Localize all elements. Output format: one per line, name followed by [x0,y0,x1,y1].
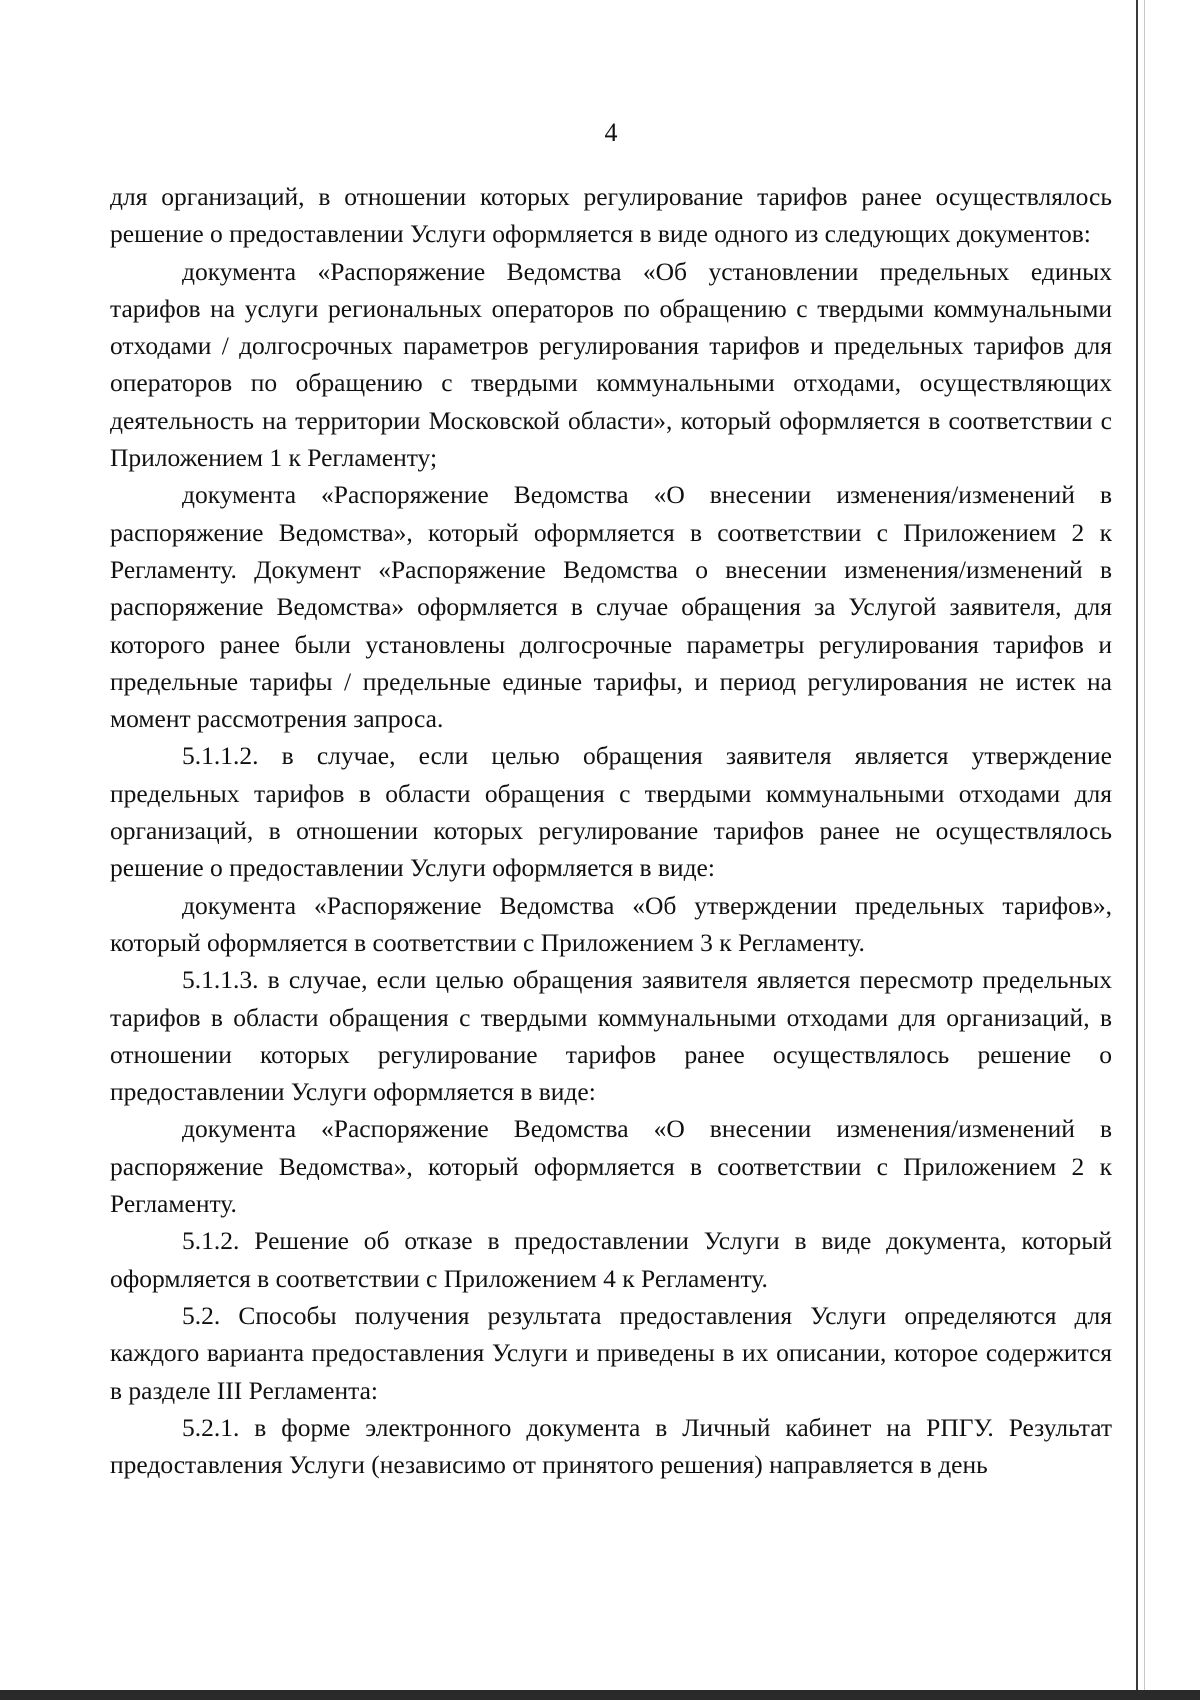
paragraph-5-2-1: 5.2.1. в форме электронного документа в Личный кабинет на РПГУ. Результат предоставления Услуги (независимо от принятого решения) направляется в день [110,1412,1112,1480]
paragraph-5-1-1-2: 5.1.1.2. в случае, если целью обращения заявителя является утверждение предельных тарифов в области обращения с твердыми коммунальными отходами для организаций, в отношении которых регулирование тарифов ранее не осуществлялось решение о предоставлении Услуги оформляется в виде: [110,741,1112,883]
document-body [110,178,1112,1483]
paragraph-appendix-3: документа «Распоряжение Ведомства «Об утверждении предельных тарифов», который оформляется в соответствии с Приложением 3 к Регламенту. [110,890,1112,957]
paragraph-appendix-1: документа «Распоряжение Ведомства «Об установлении предельных единых тарифов на услуги региональных операторов по обращению с твердыми коммунальными отходами / долгосрочных параметров регулирования тарифов и предельных тарифов для операторов по обращению с твердыми коммунальными отходами, осуществляющих деятельность на территории Московской области», который оформляется в соответствии с Приложением 1 к Регламенту; [110,256,1112,473]
paragraph-5-2: 5.2. Способы получения результата предоставления Услуги определяются для каждого варианта предоставления Услуги и приведены в их описании, которое содержится в разделе III Регламента: [110,1300,1112,1405]
scan-edge-right-faint [1144,0,1145,1700]
paragraph-continuation: для организаций, в отношении которых регулирование тарифов ранее осуществлялось решение о предоставлении Услуги оформляется в виде одного из следующих документов: [110,182,1112,249]
scan-edge-bottom [0,1690,1200,1700]
page-number: 4 [604,118,618,147]
paragraph-appendix-2-repeat: документа «Распоряжение Ведомства «О внесении изменения/изменений в распоряжение Ведомства», который оформляется в соответствии с Приложением 2 к Регламенту. [110,1114,1112,1219]
scan-edge-right [1136,0,1138,1700]
paragraph-5-1-1-3: 5.1.1.3. в случае, если целью обращения заявителя является пересмотр предельных тарифов в области обращения с твердыми коммунальными отходами для организаций, в отношении которых регулирование тарифов ранее осуществлялось решение о предоставлении Услуги оформляется в виде: [110,965,1112,1107]
paragraph-5-1-2: 5.1.2. Решение об отказе в предоставлении Услуги в виде документа, который оформляется в соответствии с Приложением 4 к Регламенту. [110,1226,1112,1293]
paragraph-appendix-2: документа «Распоряжение Ведомства «О внесении изменения/изменений в распоряжение Ведомства», который оформляется в соответствии с Приложением 2 к Регламенту. Документ «Распоряжение Ведомства о внесении изменения/изменений в распоряжение Ведомства» оформляется в случае обращения за Услугой заявителя, для которого ранее были установлены долгосрочные параметры регулирования тарифов и предельные тарифы / предельные единые тарифы, и период регулирования не истек на момент рассмотрения запроса. [110,480,1112,734]
